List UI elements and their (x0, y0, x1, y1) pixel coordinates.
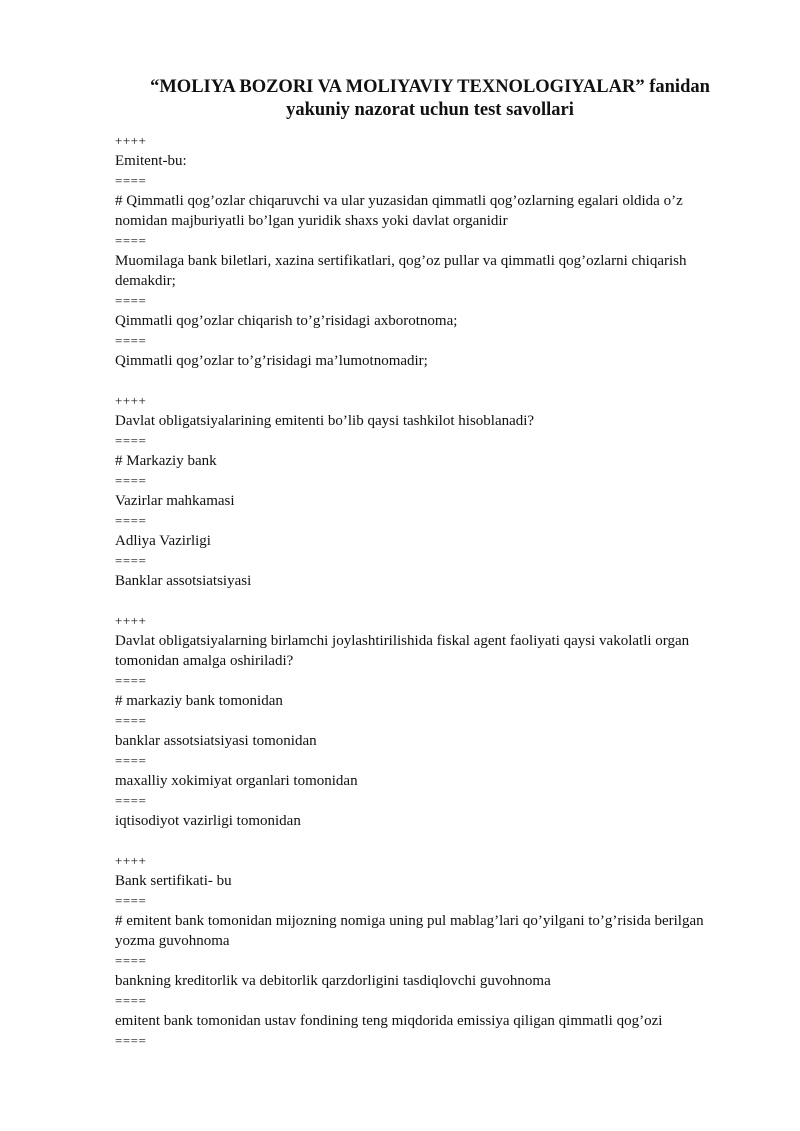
answer-marker: ==== (115, 173, 147, 188)
question-spacer (115, 591, 735, 611)
answer-marker: ==== (115, 1033, 147, 1048)
answer-option: iqtisodiyot vazirligi tomonidan (115, 813, 301, 829)
answer-marker: ==== (115, 673, 147, 688)
answer-marker: ==== (115, 333, 147, 348)
question-block-4 (115, 851, 735, 1051)
question-spacer (115, 371, 735, 391)
question-marker: ++++ (115, 853, 147, 868)
answer-option: Adliya Vazirligi (115, 533, 211, 549)
answer-option: banklar assotsiatsiyasi tomonidan (115, 733, 317, 749)
answer-marker: ==== (115, 433, 147, 448)
question-text: Bank sertifikati- bu (115, 873, 232, 889)
question-block-1 (115, 131, 735, 371)
answer-marker: ==== (115, 753, 147, 768)
answer-option: # Qimmatli qog’ozlar chiqaruvchi va ular yuzasidan qimmatli qog’ozlarning egalari oldida o’z nomidan majburiyatli bo’lgan yuridik shaxs yoki davlat organidir (115, 193, 683, 229)
answer-marker: ==== (115, 793, 147, 808)
question-block-3 (115, 611, 735, 831)
question-marker: ++++ (115, 613, 147, 628)
answer-option: # Markaziy bank (115, 453, 217, 469)
answer-marker: ==== (115, 293, 147, 308)
question-text: Davlat obligatsiyalarining emitenti bo’lib qaysi tashkilot hisoblanadi? (115, 413, 535, 429)
question-text: Emitent-bu: (115, 153, 187, 169)
answer-option: emitent bank tomonidan ustav fondining teng miqdorida emissiya qiligan qimmatli qog’ozi (115, 1013, 663, 1029)
question-spacer (115, 831, 735, 851)
answer-marker: ==== (115, 953, 147, 968)
question-list (115, 131, 735, 1051)
answer-option: bankning kreditorlik va debitorlik qarzdorligini tasdiqlovchi guvohnoma (115, 973, 551, 989)
title-line-2: yakuniy nazorat uchun test savollari (286, 100, 574, 120)
answer-option: # markaziy bank tomonidan (115, 693, 283, 709)
answer-marker: ==== (115, 553, 147, 568)
answer-option: Muomilaga bank biletlari, xazina sertifikatlari, qog’oz pullar va qimmatli qog’ozlarni chiqarish demakdir; (115, 253, 687, 289)
answer-marker: ==== (115, 513, 147, 528)
answer-marker: ==== (115, 233, 147, 248)
answer-option: Banklar assotsiatsiyasi (115, 573, 252, 589)
answer-marker: ==== (115, 473, 147, 488)
question-marker: ++++ (115, 393, 147, 408)
question-block-2 (115, 391, 735, 591)
answer-option: # emitent bank tomonidan mijozning nomiga uning pul mablag’lari qo’yilgani to’g’risida berilgan yozma guvohnoma (115, 913, 704, 949)
answer-marker: ==== (115, 893, 147, 908)
question-marker: ++++ (115, 133, 147, 148)
answer-option: maxalliy xokimiyat organlari tomonidan (115, 773, 358, 789)
title-line-1: “MOLIYA BOZORI VA MOLIYAVIY TEXNOLOGIYALAR” fanidan (150, 77, 710, 97)
answer-marker: ==== (115, 993, 147, 1008)
answer-option: Qimmatli qog’ozlar chiqarish to’g’risidagi axborotnoma; (115, 313, 458, 329)
answer-option: Qimmatli qog’ozlar to’g’risidagi ma’lumotnomadir; (115, 353, 428, 369)
answer-option: Vazirlar mahkamasi (115, 493, 235, 509)
answer-marker: ==== (115, 713, 147, 728)
document-title (100, 76, 760, 122)
question-text: Davlat obligatsiyalarning birlamchi joylashtirilishida fiskal agent faoliyati qaysi vakolatli organ tomonidan amalga oshiriladi? (115, 633, 690, 669)
